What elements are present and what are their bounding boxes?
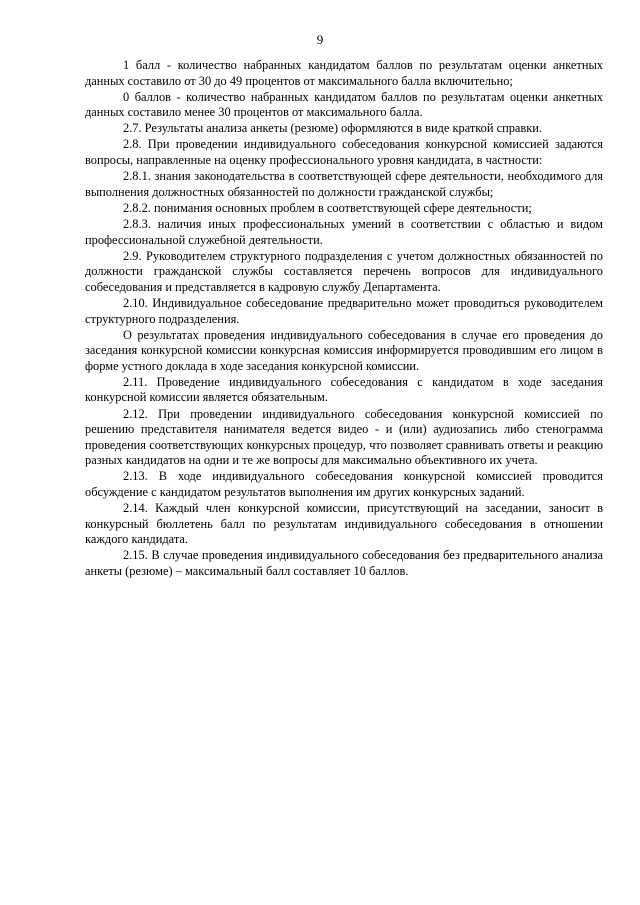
paragraph-2-9: 2.9. Руководителем структурного подразделения с учетом должностных обязанностей по должности гражданской службы составляется перечень вопросов для индивидуального собеседования и представляется в кадровую службу Департамента. <box>85 248 603 294</box>
paragraph-2-8-3: 2.8.3. наличия иных профессиональных умений в соответствии с областью и видом профессиональной служебной деятельности. <box>85 216 603 247</box>
paragraph-2-14: 2.14. Каждый член конкурсной комиссии, присутствующий на заседании, заносит в конкурсный бюллетень балл по результатам индивидуального собеседования в отношении каждого кандидата. <box>85 501 603 547</box>
page-number: 9 <box>316 32 324 47</box>
paragraph-2-8: 2.8. При проведении индивидуального собеседования конкурсной комиссией задаются вопросы, направленные на оценку профессионального уровня кандидата, в частности: <box>85 137 603 168</box>
paragraph-2-15: 2.15. В случае проведения индивидуального собеседования без предварительного анализа анкеты (резюме) – максимальный балл составляет 10 баллов. <box>85 548 603 578</box>
paragraph-2-13: 2.13. В ходе индивидуального собеседования конкурсной комиссией проводится обсуждение с кандидатом результатов выполнения им других конкурсных заданий. <box>85 469 603 500</box>
paragraph-interview-results: О результатах проведения индивидуального собеседования в случае его проведения до заседания конкурсной комиссии конкурсная комиссия информируется проводившим его лицом в форме устного доклада в ходе заседания конкурсной комиссии. <box>85 327 603 373</box>
paragraph-2-11: 2.11. Проведение индивидуального собеседования с кандидатом в ходе заседания конкурсной комиссии является обязательным. <box>85 374 603 405</box>
paragraph-2-12: 2.12. При проведении индивидуального собеседования конкурсной комиссией по решению представителя нанимателя ведется видео - и (или) аудиозапись либо стенограмма проведения соответствующих конкурсных процедур, что позволяет сравнивать ответы и реакцию разных кандидатов на одни и те же вопросы для максимально объективного их учета. <box>85 406 603 468</box>
document-body <box>85 58 603 580</box>
paragraph-2-8-2: 2.8.2. понимания основных проблем в соответствующей сфере деятельности; <box>123 200 532 215</box>
paragraph-2-7: 2.7. Результаты анализа анкеты (резюме) оформляются в виде краткой справки. <box>123 121 543 136</box>
paragraph-2-10: 2.10. Индивидуальное собеседование предварительно может проводиться руководителем структурного подразделения. <box>85 295 603 326</box>
paragraph-2-8-1: 2.8.1. знания законодательства в соответствующей сфере деятельности, необходимого для выполнения должностных обязанностей по должности гражданской службы; <box>85 169 603 199</box>
paragraph-score-1: 1 балл - количество набранных кандидатом баллов по результатам оценки анкетных данных составило от 30 до 49 процентов от максимального балла включительно; <box>85 58 603 88</box>
paragraph-score-0: 0 баллов - количество набранных кандидатом баллов по результатам оценки анкетных данных составило менее 30 процентов от максимального балла. <box>85 89 603 120</box>
